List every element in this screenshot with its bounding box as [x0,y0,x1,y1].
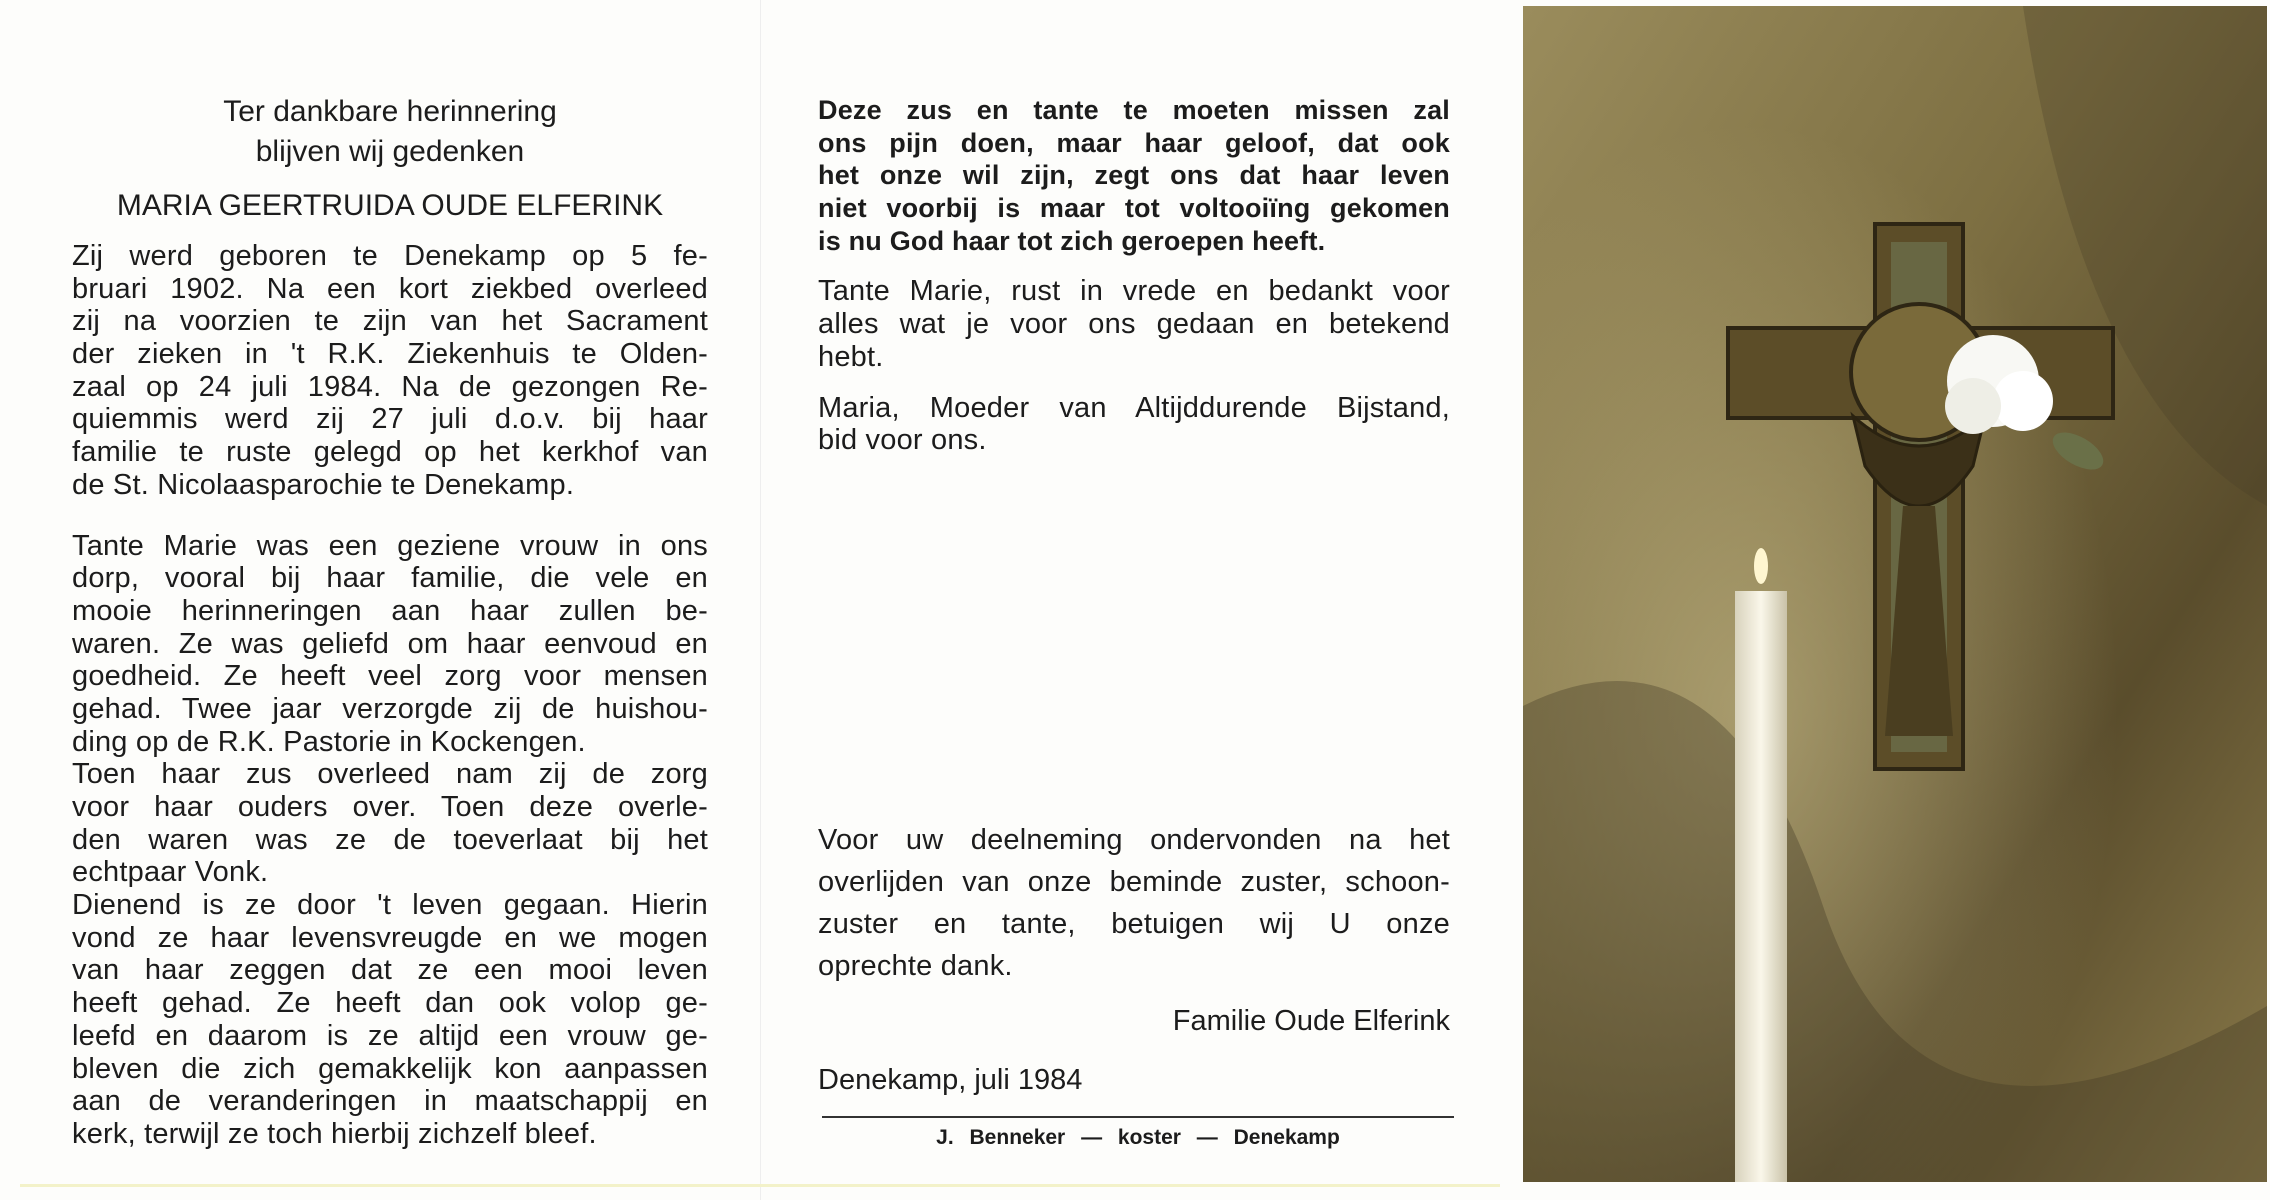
text-line: ons pijn doen, maar haar geloof, dat ook [818,127,1450,158]
text-line: zuster en tante, betuigen wij U onze [818,908,1450,940]
text-line: heeft gehad. Ze heeft dan ook volop ge- [72,987,708,1020]
biography-paragraph [72,240,708,502]
text-line: der zieken in 't R.K. Ziekenhuis te Olden- [72,338,708,371]
farewell-paragraph [818,275,1450,373]
place-date: Denekamp, juli 1984 [818,1064,1083,1096]
text-line: de St. Nicolaasparochie te Denekamp. [72,468,575,501]
text-line: echtpaar Vonk. [72,856,269,889]
text-line: zij na voorzien te zijn van het Sacrament [72,305,708,338]
text-line: overlijden van onze beminde zuster, schoon- [818,866,1450,898]
text-line: Tante Marie was een geziene vrouw in ons [72,529,708,562]
text-line: niet voorbij is maar tot voltooiïng gekomen [818,193,1450,224]
text-line: het onze wil zijn, zegt ons dat haar leven [818,160,1450,191]
memorial-photo [1523,6,2267,1182]
printer-credit: J. Benneker — koster — Denekamp [936,1126,1340,1149]
text-line: bleven die zich gemakkelijk kon aanpassen [72,1052,708,1085]
text-line: leefd en daarom is ze altijd een vrouw ge- [72,1019,708,1052]
heading-line: Ter dankbare herinnering [223,95,557,128]
text-line: Voor uw deelneming ondervonden na het [818,824,1450,856]
thanks-paragraph [818,819,1450,987]
prayer-paragraph [818,392,1450,457]
divider [822,1116,1454,1118]
text-line: oprechte dank. [818,950,1013,982]
text-line: dorp, vooral bij haar familie, die vele en [72,562,708,595]
text-line: Maria, Moeder van Altijddurende Bijstand, [818,391,1450,424]
text-line: van haar zeggen dat ze een mooi leven [72,954,708,987]
heading-line: blijven wij gedenken [255,135,525,168]
text-line: Deze zus en tante te moeten missen zal [818,95,1450,125]
text-line: mooie herinneringen aan haar zullen be- [72,594,708,627]
text-line: Toen haar zus overleed nam zij de zorg [72,758,708,791]
text-line: vond ze haar levensvreugde en we mogen [72,921,708,954]
tribute-paragraph [72,530,708,1151]
left-panel [72,92,708,1151]
text-line: quiemmis werd zij 27 juli d.o.v. bij haar [72,403,708,436]
card-fold [760,0,761,1200]
signature: Familie Oude Elferink [1172,1005,1450,1037]
text-line: Tante Marie, rust in vrede en bedankt voor [818,275,1450,308]
text-line: goedheid. Ze heeft veel zorg voor mensen [72,660,708,693]
text-line: Zij werd geboren te Denekamp op 5 fe- [72,240,708,272]
candle-icon [1735,548,1787,1182]
text-line: bruari 1902. Na een kort ziekbed overleed [72,272,708,305]
text-line: kerk, terwijl ze toch hierbij zichzelf bleef. [72,1117,597,1150]
middle-panel [818,94,1450,1096]
text-line: familie te ruste gelegd op het kerkhof van [72,436,708,469]
text-line: Dienend is ze door 't leven gegaan. Hierin [72,889,708,922]
faith-paragraph [818,94,1450,257]
text-line: hebt. [818,340,884,373]
text-line: waren. Ze was geliefd om haar eenvoud en [72,627,708,660]
text-line: aan de veranderingen in maatschappij en [72,1085,708,1118]
text-line: voor haar ouders over. Toen deze overle- [72,791,708,823]
text-line: gehad. Twee jaar verzorgde zij de huishou- [72,692,708,725]
text-line: alles wat je voor ons gedaan en betekend [818,308,1450,341]
text-line: ding op de R.K. Pastorie in Kockengen. [72,725,586,758]
card-edge [20,1184,1500,1187]
text-line: is nu God haar tot zich geroepen heeft. [818,225,1326,256]
text-line: zaal op 24 juli 1984. Na de gezongen Re- [72,370,708,403]
deceased-name: MARIA GEERTRUIDA OUDE ELFERINK [116,189,664,222]
text-line: den waren was ze de toeverlaat bij het [72,823,708,856]
text-line: bid voor ons. [818,424,987,457]
